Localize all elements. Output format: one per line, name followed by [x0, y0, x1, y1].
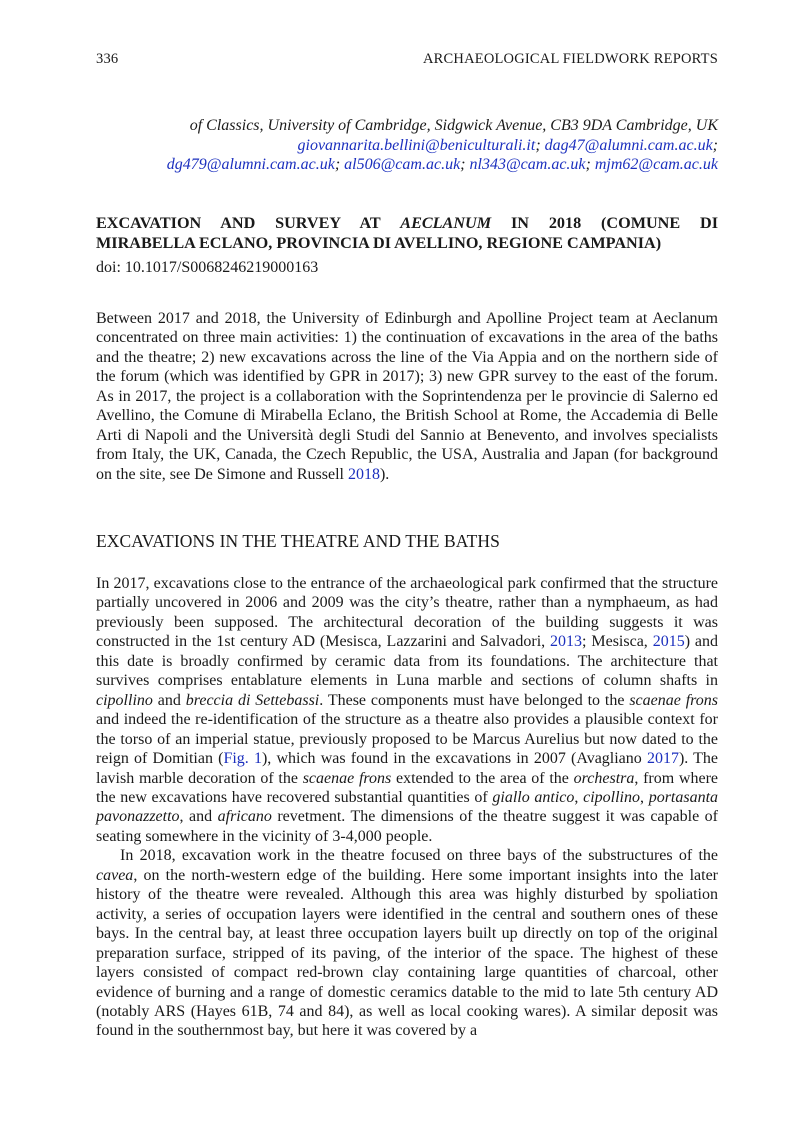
italic-term: scaenae frons [302, 769, 392, 787]
paragraph-text: ). The lavish marble decoration of the [96, 750, 719, 787]
title-line-2: MIRABELLA ECLANO, PROVINCIA DI AVELLINO, REGIONE CAMPANIA) [96, 234, 662, 252]
affiliation-line: of Classics, University of Cambridge, Sidgwick Avenue, CB3 9DA Cambridge, UK [189, 117, 718, 134]
italic-term: giallo antico [492, 788, 575, 806]
article-title [96, 213, 718, 253]
email-separator: ; [585, 156, 595, 173]
italic-term: cipollino [96, 691, 153, 709]
figure-link[interactable]: Fig. 1 [223, 750, 262, 768]
email-link[interactable]: nl343@cam.ac.uk [469, 156, 586, 173]
email-separator: ; [712, 136, 718, 154]
paragraph-text: Between 2017 and 2018, the University of Edinburgh and Apolline Project team at Aeclanum concentrated on three main activities: 1) the continuation of excavations in the area of the baths and the theatre; 2) new excavations across the line of the Via Appia and on the northern side of the forum (which was identified by GPR in 2017); 3) new GPR survey to the east of the forum. As in 2017, the project is a collaboration with the Soprintendenza per le provincie di Salerno ed Avellino, the Comune di Mirabella Eclano, the British School at Rome, the Accademia di Belle Arti di Napoli and the Università degli Studi del Sannio at Benevento, and involves specialists from Italy, the UK, Canada, the Czech Republic, the USA, Australia and Japan (for background on the site, see De Simone and Russell [96, 310, 718, 483]
paragraph-text: , and [179, 808, 218, 826]
title-site-name: AECLANUM [400, 214, 492, 232]
citation-link[interactable]: 2013 [550, 633, 583, 651]
title-text: EXCAVATION AND SURVEY AT [96, 214, 401, 232]
paragraph-text: , on the north-western edge of the building. Here some important insights into the later history of the theatre were revealed. Although this area was highly disturbed by spoliation activity, a series of occupation layers were identified in the central and southern ones of these bays. In the central bay, at least three occupation layers built up directly on top of the original preparation surface, stripped of its paving, of the interior of the space. The highest of these layers consisted of compact red-brown clay containing large quantities of charcoal, other evidence of burning and a range of domestic ceramics datable to the mid to late 5th century AD (notably ARS (Hayes 61B, 74 and 84), as well as local cooking wares). A similar deposit was found in the southernmost bay, but here it was covered by a [96, 866, 718, 1040]
body-paragraph-2 [96, 846, 718, 1041]
paragraph-text: , [640, 788, 649, 806]
title-line-1 [96, 213, 718, 233]
paragraph-text: In 2018, excavation work in the theatre focused on three bays of the substructures of the [120, 847, 718, 865]
email-link[interactable]: dag47@alumni.cam.ac.uk [544, 136, 713, 154]
paragraph-text: , from where the new excavations have recovered substantial quantities of [96, 769, 719, 806]
italic-term: cipollino [583, 788, 640, 806]
paragraph-text: ) and this date is broadly confirmed by ceramic data from its foundations. The architecture that survives comprises entablature elements in Luna marble and sections of column shafts in [96, 633, 719, 690]
email-link[interactable]: giovannarita.bellini@beniculturali.it [297, 136, 536, 154]
intro-paragraph [96, 309, 718, 484]
email-line-2 [96, 155, 718, 175]
citation-link[interactable]: 2015 [652, 633, 685, 651]
email-link[interactable]: mjm62@cam.ac.uk [594, 156, 718, 173]
email-line-1 [96, 136, 718, 156]
intro-section [96, 309, 718, 484]
paragraph-text: ), which was found in the excavations in 2007 (Avagliano [261, 750, 647, 768]
italic-term: breccia di Settebassi [185, 691, 320, 709]
author-affiliation [96, 116, 718, 175]
paragraph-text: , [574, 788, 584, 806]
page-number: 336 [96, 51, 119, 67]
section-body [96, 574, 718, 1041]
body-paragraph-1 [96, 574, 718, 846]
italic-term: cavea [96, 866, 134, 884]
journal-title: ARCHAEOLOGICAL FIELDWORK REPORTS [423, 51, 718, 67]
title-text: IN 2018 (COMUNE DI [491, 214, 718, 232]
italic-term: orchestra [573, 769, 635, 787]
email-separator: ; [460, 156, 470, 173]
citation-link[interactable]: 2018 [347, 465, 380, 483]
doi[interactable]: doi: 10.1017/S0068246219000163 [96, 259, 319, 276]
running-head [96, 51, 718, 71]
paragraph-text: extended to the area of the [391, 769, 574, 787]
paragraph-text: In 2017, excavations close to the entrance of the archaeological park confirmed that the structure partially uncovered in 2006 and 2009 was the city’s theatre, rather than a nymphaeum, as had previously been supposed. The architectural decoration of the building suggests it was constructed in the 1st century AD (Mesisca, Lazzarini and Salvadori, [96, 575, 718, 651]
italic-term: africano [217, 808, 272, 826]
paragraph-text: and indeed the re-identification of the structure as a theatre also provides a plausible context for the torso of an imperial statue, previously proposed to be Marcus Aurelius but now dated to the reign of Domitian ( [96, 711, 718, 768]
paragraph-text: ). [379, 465, 390, 483]
paragraph-text: . These components must have belonged to the [319, 691, 630, 709]
email-link[interactable]: al506@cam.ac.uk [344, 156, 461, 173]
paragraph-text: and [152, 691, 186, 709]
email-separator: ; [535, 136, 545, 154]
italic-term: scaenae frons [629, 691, 719, 709]
italic-term: portasanta pavonazzetto [96, 788, 719, 826]
paragraph-text: revetment. The dimensions of the theatre suggest it was capable of seating somewhere in the vicinity of 3-4,000 people. [96, 808, 718, 845]
email-link[interactable]: dg479@alumni.cam.ac.uk [166, 156, 335, 173]
section-heading: EXCAVATIONS IN THE THEATRE AND THE BATHS [96, 531, 500, 551]
email-separator: ; [334, 156, 345, 173]
paragraph-text: ; Mesisca, [582, 633, 653, 651]
citation-link[interactable]: 2017 [646, 750, 679, 768]
